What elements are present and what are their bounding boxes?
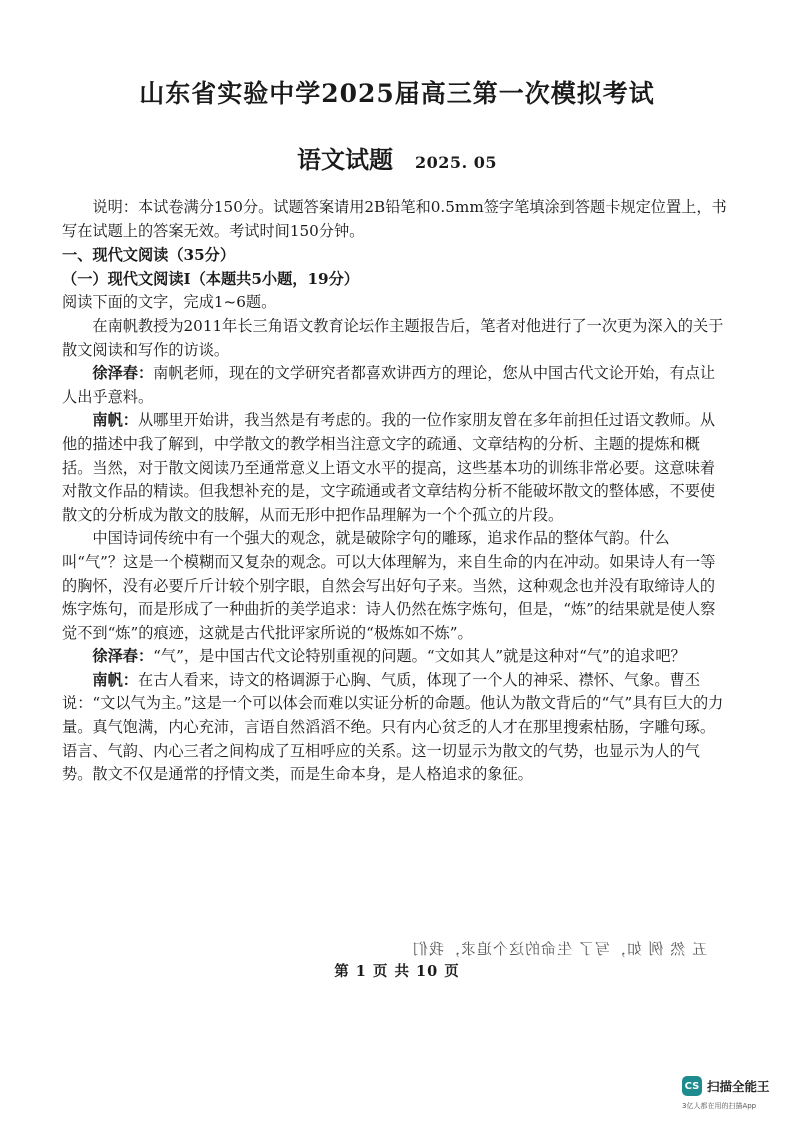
section-subheading: （一）现代文阅读Ⅰ（本题共5小题，19分） bbox=[62, 269, 359, 288]
instructions: 说明：本试卷满分150分。试题答案请用2B铅笔和0.5mm签字笔填涂到答题卡规定位置上，书写在试题上的答案无效。考试时间150分钟。 bbox=[62, 198, 727, 240]
scanner-tagline: 3亿人都在用的扫描App bbox=[682, 1102, 757, 1110]
paragraph-intro bbox=[62, 315, 730, 362]
scanner-watermark bbox=[682, 1076, 770, 1096]
paragraph-text: 在古人看来，诗文的格调源于心胸、气质，体现了一个人的神采、襟怀、气象。曹丕说：“文以气为主。”这是一个可以体会而难以实证分析的命题。他认为散文背后的“气”具有巨大的力量。真气饱满，内心充沛，言语自然滔滔不绝。只有内心贫乏的人才在那里搜索枯肠，字雕句琢。语言、气韵、内心三者之间构成了互相呼应的关系。这一切显示为散文的气势，也显示为人的气势。散文不仅是通常的抒情文类，而是生命本身，是人格追求的象征。 bbox=[62, 670, 724, 784]
paragraph-text: 南帆老师，现在的文学研究者都喜欢讲西方的理论，您从中国古代文论开始，有点让人出乎意料。 bbox=[62, 364, 716, 406]
paragraph-dialogue bbox=[62, 669, 730, 787]
subject-title: 语文试题 bbox=[297, 145, 394, 174]
reading-prompt: 阅读下面的文字，完成1~6题。 bbox=[62, 293, 277, 312]
section-heading: 一、现代文阅读（35分） bbox=[62, 246, 236, 265]
speaker-label: 南帆： bbox=[92, 411, 138, 430]
exam-title: 山东省实验中学2025届高三第一次模拟考试 bbox=[139, 79, 655, 108]
exam-date: 2025. 05 bbox=[415, 153, 497, 172]
paragraph-text: 在南帆教授为2011年长三角语文教育论坛作主题报告后，笔者对他进行了一次更为深入的关于散文阅读和写作的访谈。 bbox=[62, 316, 724, 359]
paragraph-text: “气”，是中国古代文论特别重视的问题。“文如其人”就是这种对“气”的追求吧？ bbox=[153, 647, 686, 666]
page-footer: 第 1 页 共 10 页 bbox=[334, 963, 460, 980]
paragraph-dialogue bbox=[62, 409, 730, 527]
bleed-through-text: 五 然 例 如，写了 生命的这个追求，我们 bbox=[412, 940, 708, 958]
document-body bbox=[62, 196, 730, 787]
scanner-app-name: 扫描全能王 bbox=[707, 1079, 770, 1094]
subject-row bbox=[0, 140, 794, 175]
paragraph-text: 中国诗词传统中有一个强大的观念，就是破除字句的雕琢，追求作品的整体气韵。什么叫“气”？这是一个模糊而又复杂的观念。可以大体理解为，来自生命的内在冲动。如果诗人有一等的胸怀，没有必要斤斤计较个别字眼，自然会写出好句子来。当然，这种观念也并没有取缔诗人的炼字炼句，而是形成了一种曲折的美学追求：诗人仍然在炼字炼句，但是，“炼”的结果就是使人察觉不到“炼”的痕迹，这就是古代批评家所说的“极炼如不炼”。 bbox=[62, 529, 716, 642]
camscanner-icon: CS bbox=[682, 1076, 702, 1096]
speaker-label: 徐泽春： bbox=[92, 647, 154, 666]
paragraph-body bbox=[62, 527, 730, 645]
speaker-label: 南帆： bbox=[92, 670, 138, 689]
speaker-label: 徐泽春： bbox=[92, 364, 154, 383]
paragraph-dialogue bbox=[62, 362, 730, 409]
paragraph-text: 从哪里开始讲，我当然是有考虑的。我的一位作家朋友曾在多年前担任过语文教师。从他的描述中我了解到，中学散文的教学相当注意文字的疏通、文章结构的分析、主题的提炼和概括。当然，对于散文阅读乃至通常意义上语文水平的提高，这些基本功的训练非常必要。这意味着对散文作品的精读。但我想补充的是，文字疏通或者文章结构分析不能破坏散文的整体感，不要使散文的分析成为散文的肢解，从而无形中把作品理解为一个个孤立的片段。 bbox=[62, 411, 716, 524]
paragraph-dialogue bbox=[62, 645, 730, 669]
